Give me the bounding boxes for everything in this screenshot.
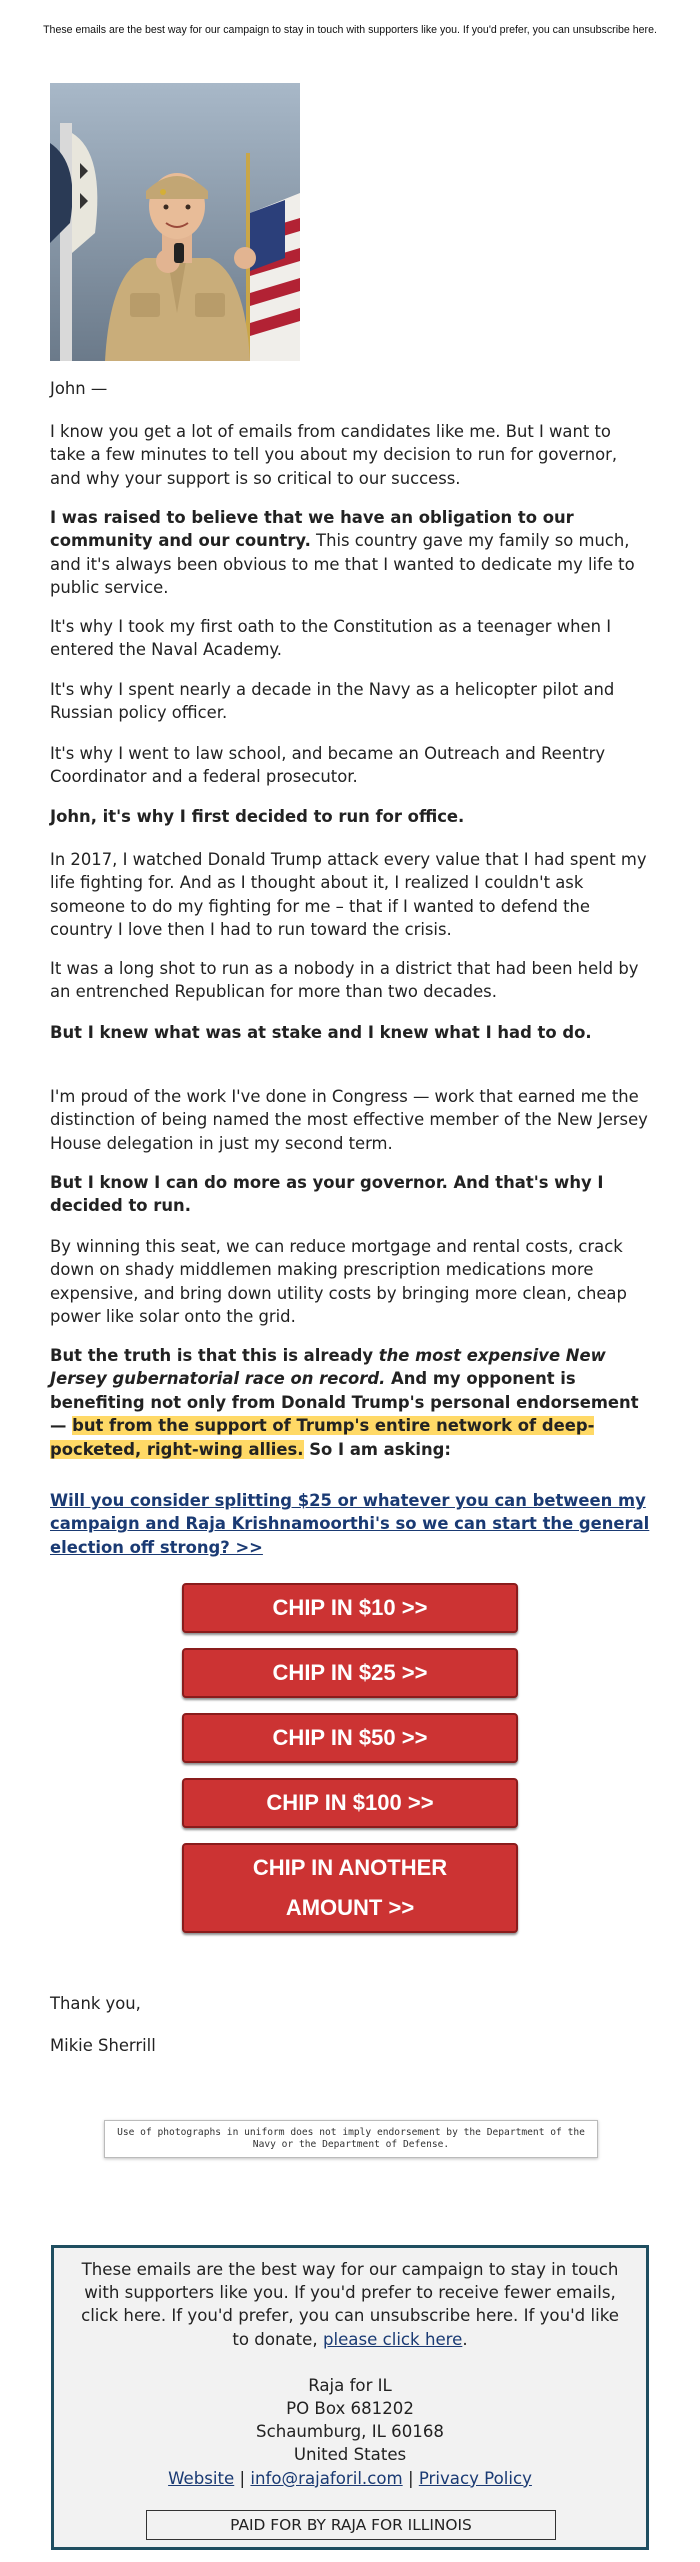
italic-text: the most expensive New Jersey gubernatorial race on record.: [50, 1346, 606, 1389]
footer-website-link[interactable]: Website: [168, 2468, 235, 2488]
donate-ask-link[interactable]: Will you consider splitting $25 or whatever you can between my campaign and Raja Krishnamoorthi's so we can start the general election off strong? >>: [50, 1491, 650, 1557]
paragraph-stake: But I knew what was at stake and I knew what I had to do.: [50, 1023, 592, 1042]
paragraph-text: This country gave my family so much, and it's always been obvious to me that I wanted to dedicate my life to public service.: [50, 531, 635, 598]
paragraph-2017: In 2017, I watched Donald Trump attack every value that I had spent my life fighting for. And as I thought about it, I realized I couldn't ask someone to do my fighting for me – that if I wanted to defend the country I love then I had to run toward the crisis.: [50, 850, 647, 940]
chip-in-10-button[interactable]: CHIP IN $10 >>: [182, 1583, 518, 1633]
paragraph-congress: I'm proud of the work I've done in Congress — work that earned me the distinction of being named the most effective member of the New Jersey House delegation in just my second term.: [50, 1087, 648, 1153]
paragraph-obligation: [50, 506, 650, 600]
paragraph-intro: I know you get a lot of emails from candidates like me. But I want to take a few minutes to tell you about my decision to run for governor, and why your support is so critical to our success.: [50, 422, 618, 488]
paragraph-expensive-race: [50, 1344, 650, 1461]
button-label-line: CHIP IN ANOTHER: [252, 1855, 448, 1880]
footer-address-line: PO Box 681202: [286, 2399, 414, 2419]
signoff-thanks: Thank you,: [50, 1994, 141, 2013]
paragraph-law: It's why I went to law school, and became an Outreach and Reentry Coordinator and a federal prosecutor.: [50, 744, 606, 787]
footer-text: .: [462, 2329, 468, 2349]
bold-text: I was raised to believe that we have an obligation to our community and our country.: [50, 508, 574, 551]
uniform-disclaimer: Use of photographs in uniform does not imply endorsement by the Department of the Navy or the Department of Defense.: [104, 2120, 598, 2158]
footer-text: These emails are the best way for our campaign to stay in touch with supporters like you. If you'd prefer to receive fewer emails, click here. If you'd prefer, you can unsubscribe here. If you'd like to donate,: [81, 2260, 619, 2349]
footer-country: United States: [293, 2445, 407, 2465]
preheader-text: These emails are the best way for our campaign to stay in touch with supporters like you. If you'd prefer, you can unsubscribe here.: [43, 24, 657, 36]
paragraph-long-shot: It was a long shot to run as a nobody in a district that had been held by an entrenched Republican for more than two decades.: [50, 959, 639, 1002]
footer-separator: |: [407, 2468, 414, 2488]
footer-links: [72, 2467, 628, 2490]
paragraph-text: And my opponent is benefiting not only from Donald Trump's personal endorsement —: [50, 1369, 639, 1436]
footer-message: [72, 2258, 628, 2351]
chip-in-25-button[interactable]: CHIP IN $25 >>: [182, 1648, 518, 1698]
candidate-photo: [50, 83, 300, 361]
paragraph-costs: By winning this seat, we can reduce mortgage and rental costs, crack down on shady middlemen making prescription medications more expensive, and bring down utility costs by bringing more clean, cheap power like solar onto the grid.: [50, 1237, 627, 1327]
salutation: John —: [50, 379, 108, 398]
signoff-name: Mikie Sherrill: [50, 2036, 156, 2055]
paid-for-notice: PAID FOR BY RAJA FOR ILLINOIS: [146, 2510, 556, 2540]
paragraph-run: John, it's why I first decided to run for office.: [50, 807, 465, 826]
paragraph-text: But the truth is that this is already: [50, 1346, 379, 1365]
paragraph-governor: But I know I can do more as your governor. And that's why I decided to run.: [50, 1173, 604, 1216]
chip-in-100-button[interactable]: CHIP IN $100 >>: [182, 1778, 518, 1828]
footer-privacy-link[interactable]: Privacy Policy: [418, 2468, 532, 2488]
button-label-line: AMOUNT >>: [285, 1895, 415, 1920]
footer-email-link[interactable]: info@rajaforil.com: [250, 2468, 403, 2488]
chip-in-other-button[interactable]: [182, 1843, 518, 1933]
paragraph-oath: It's why I took my first oath to the Constitution as a teenager when I entered the Naval Academy.: [50, 617, 612, 660]
footer-box: [51, 2245, 649, 2550]
footer-address-line: Schaumburg, IL 60168: [256, 2422, 444, 2442]
footer-org: Raja for IL: [308, 2375, 392, 2395]
footer-separator: |: [239, 2468, 246, 2488]
chip-in-50-button[interactable]: CHIP IN $50 >>: [182, 1713, 518, 1763]
paragraph-text: So I am asking:: [303, 1439, 451, 1459]
paragraph-navy: It's why I spent nearly a decade in the Navy as a helicopter pilot and Russian policy officer.: [50, 680, 615, 723]
ask-paragraph: [50, 1489, 650, 1559]
highlighted-text: but from the support of Trump's entire network of deep-pocketed, right-wing allies.: [50, 1416, 595, 1459]
footer-donate-link[interactable]: please click here: [322, 2329, 463, 2349]
